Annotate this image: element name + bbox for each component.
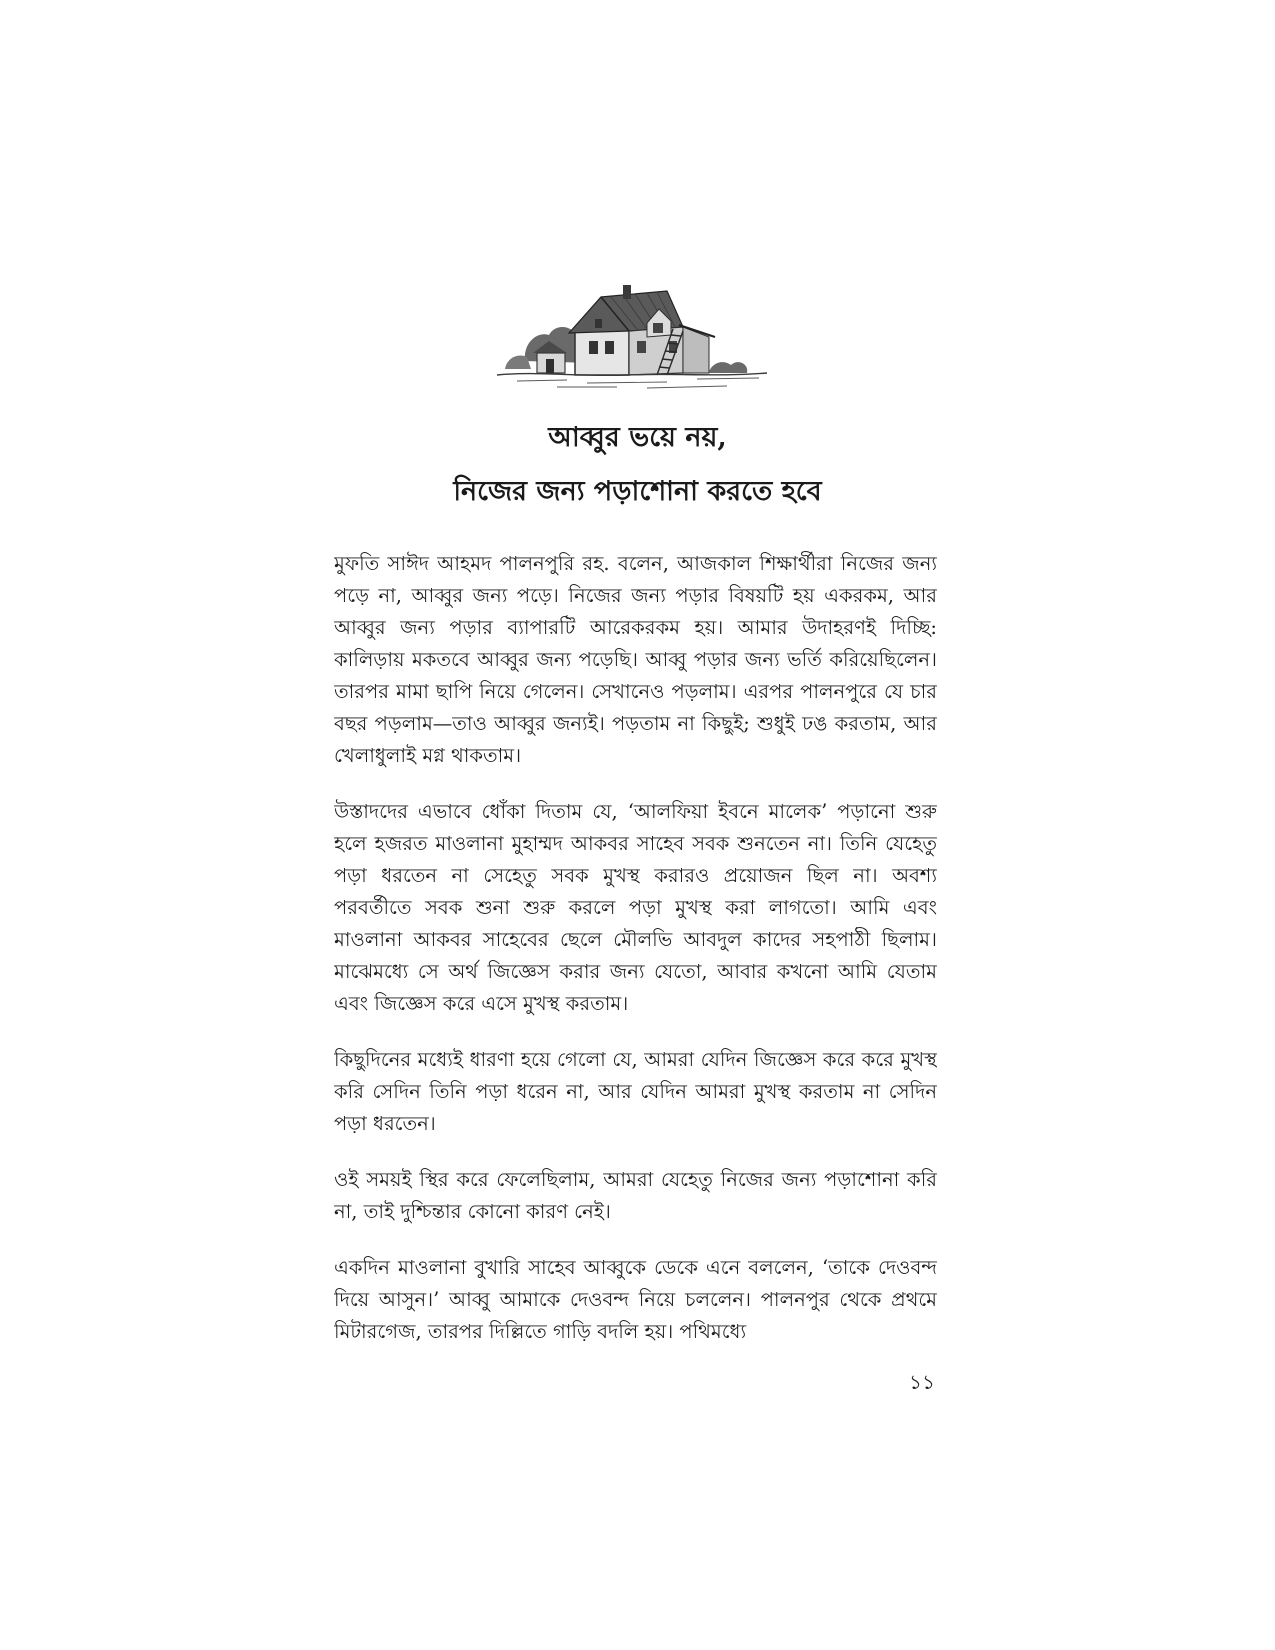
paragraph: কিছুদিনের মধ্যেই ধারণা হয়ে গেলো যে, আমরা যেদিন জিজ্ঞেস করে করে মুখস্থ করি সেদিন তিনি পড়া ধরেন না, আর যেদিন আমরা মুখস্থ করতাম না সেদিন পড়া ধরতেন। (334, 1048, 937, 1135)
body-text (334, 548, 937, 1348)
chapter-title-line-1: আব্বুর ভয়ে নয়, (548, 422, 727, 453)
paragraph: ওই সময়ই স্থির করে ফেলেছিলাম, আমরা যেহেতু নিজের জন্য পড়াশোনা করি না, তাই দুশ্চিন্তার কোনো কারণ নেই। (334, 1168, 937, 1223)
paragraph: উস্তাদদের এভাবে ধোঁকা দিতাম যে, ‘আলফিয়া ইবনে মালেক’ পড়ানো শুরু হলে হজরত মাওলানা মুহাম্মদ আকবর সাহেব সবক শুনতেন না। তিনি যেহেতু পড়া ধরতেন না সেহেতু সবক মুখস্থ করারও প্রয়োজন ছিল না। অবশ্য পরবর্তীতে সবক শুনা শুরু করলে পড়া মুখস্থ করা লাগতো। আমি এবং মাওলানা আকবর সাহেবের ছেলে মৌলভি আবদুল কাদের সহপাঠী ছিলাম। মাঝেমধ্যে সে অর্থ জিজ্ঞেস করার জন্য যেতো, আবার কখনো আমি যেতাম এবং জিজ্ঞেস করে এসে মুখস্থ করতাম। (334, 800, 937, 1015)
chapter-title-line-2: নিজের জন্য পড়াশোনা করতে হবে (453, 476, 822, 507)
paragraph: মুফতি সাঈদ আহমদ পালনপুরি রহ. বলেন, আজকাল শিক্ষার্থীরা নিজের জন্য পড়ে না, আব্বুর জন্য পড়ে। নিজের জন্য পড়ার বিষয়টি হয় একরকম, আর আব্বুর জন্য পড়ার ব্যাপারটি আরেকরকম হয়। আমার উদাহরণই দিচ্ছি: কালিড়ায় মকতবে আব্বুর জন্য পড়েছি। আব্বু পড়ার জন্য ভর্তি করিয়েছিলেন। তারপর মামা ছাপি নিয়ে গেলেন। সেখানেও পড়লাম। এরপর পালনপুরে যে চার বছর পড়লাম—তাও আব্বুর জন্যই। পড়তাম না কিছুই; শুধুই ঢঙ করতাম, আর খেলাধুলাই মগ্ন থাকতাম। (334, 552, 937, 767)
paragraph: একদিন মাওলানা বুখারি সাহেব আব্বুকে ডেকে এনে বললেন, ‘তাকে দেওবন্দ দিয়ে আসুন।’ আব্বু আমাকে দেওবন্দ নিয়ে চললেন। পালনপুর থেকে প্রথমে মিটারগেজ, তারপর দিল্লিতে গাড়ি বদলি হয়। পথিমধ্যে (334, 1256, 937, 1343)
house-illustration-icon (497, 283, 767, 395)
page-number: ১১ (909, 1370, 935, 1394)
